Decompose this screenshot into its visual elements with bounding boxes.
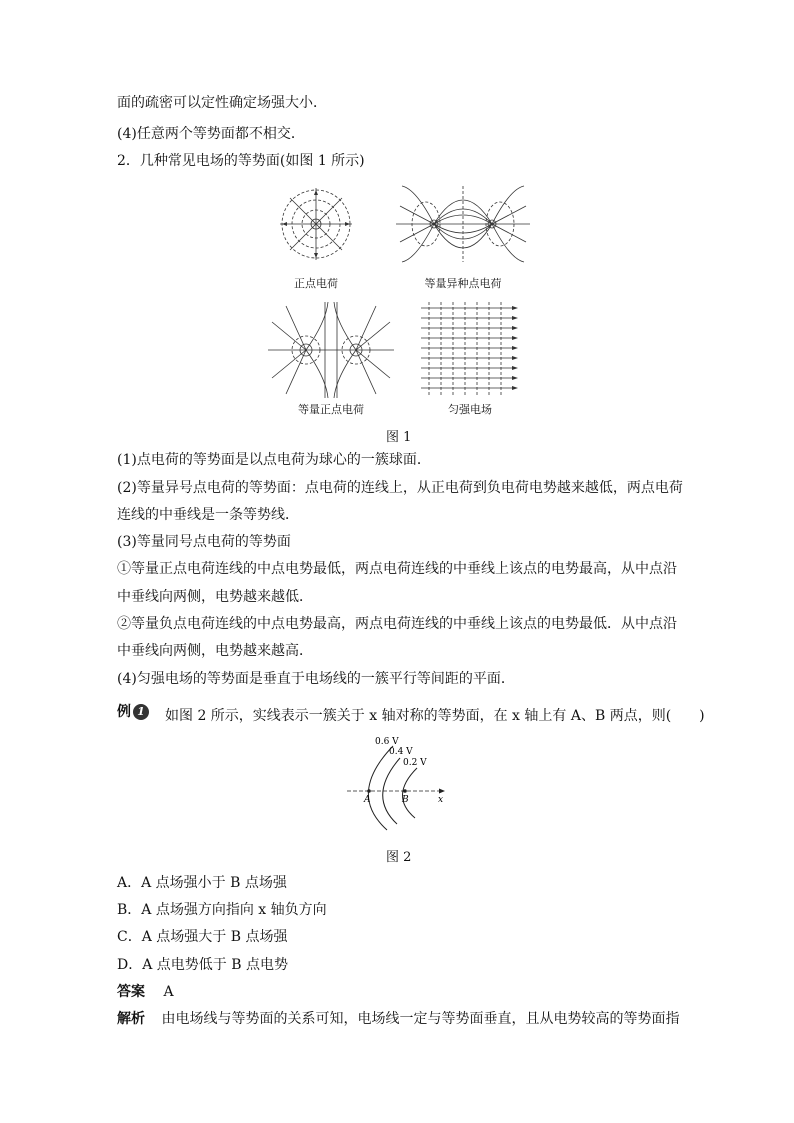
point-b-label: B <box>402 795 409 805</box>
figure2-title: 图 2 <box>386 850 412 865</box>
caption-dipole: 等量异种点电荷 <box>424 277 502 290</box>
text-line: (4)匀强电场的等势面是垂直于电场线的一簇平行等间距的平面． <box>117 671 515 687</box>
example-badge <box>117 701 149 721</box>
text-line: (4)任意两个等势面都不相交． <box>117 126 305 142</box>
example-question: 如图 2 所示，实线表示一簇关于 x 轴对称的等势面，在 x 轴上有 A、B 两点，则( ) <box>165 708 705 724</box>
x-axis-label: x <box>438 795 444 805</box>
label-0.2v: 0.2 V <box>403 758 427 768</box>
answer-label: 答案 <box>117 984 145 1000</box>
caption-like-charges: 等量正点电荷 <box>298 403 364 416</box>
text-line: ①等量正点电荷连线的中点电势最低，两点电荷连线的中垂线上该点的电势最高，从中点沿 <box>117 561 677 577</box>
analysis-label: 解析 <box>117 1011 145 1027</box>
analysis-text: 由电场线与等势面的关系可知，电场线一定与等势面垂直，且从电势较高的等势面指 <box>161 1011 680 1027</box>
text-line: 中垂线向两侧，电势越来越高． <box>117 643 313 659</box>
positive-charge-diagram <box>278 186 354 262</box>
example-number: 1 <box>133 704 149 720</box>
uniform-field-diagram <box>421 302 519 396</box>
answer-line <box>117 982 174 1002</box>
point-a-label: A <box>364 795 371 805</box>
option-d: D．A 点电势低于 B 点电势 <box>117 957 288 973</box>
text-line: 2．几种常见电场的等势面(如图 1 所示) <box>117 153 365 169</box>
label-0.4v: 0.4 V <box>389 747 413 757</box>
like-charges-diagram <box>268 302 394 398</box>
label-0.6v: 0.6 V <box>375 737 399 747</box>
text-line: ②等量负点电荷连线的中点电势最高，两点电荷连线的中垂线上该点的电势最低．从中点沿 <box>117 616 677 632</box>
text-line: 面的疏密可以定性确定场强大小． <box>117 95 327 111</box>
text-line: (3)等量同号点电荷的等势面 <box>117 534 291 550</box>
dipole-diagram <box>396 184 530 264</box>
option-b: B．A 点场强方向指向 x 轴负方向 <box>117 902 327 918</box>
option-c: C．A 点场强大于 B 点场强 <box>117 929 288 945</box>
caption-uniform-field: 匀强电场 <box>448 403 492 416</box>
equipotential-diagram <box>345 734 449 834</box>
option-a: A．A 点场强小于 B 点场强 <box>117 875 287 891</box>
text-line: (1)点电荷的等势面是以点电荷为球心的一簇球面． <box>117 452 431 468</box>
answer-value: A <box>163 984 174 1000</box>
caption-positive-charge: 正点电荷 <box>294 277 338 290</box>
analysis-line <box>117 1009 679 1029</box>
example-label: 例 <box>117 704 131 720</box>
text-line: 连线的中垂线是一条等势线． <box>117 507 299 523</box>
text-line: (2)等量异号点电荷的等势面：点电荷的连线上，从正电荷到负电荷电势越来越低，两点电荷 <box>117 480 683 496</box>
text-line: 中垂线向两侧，电势越来越低． <box>117 589 313 605</box>
figure1-title: 图 1 <box>386 430 412 445</box>
